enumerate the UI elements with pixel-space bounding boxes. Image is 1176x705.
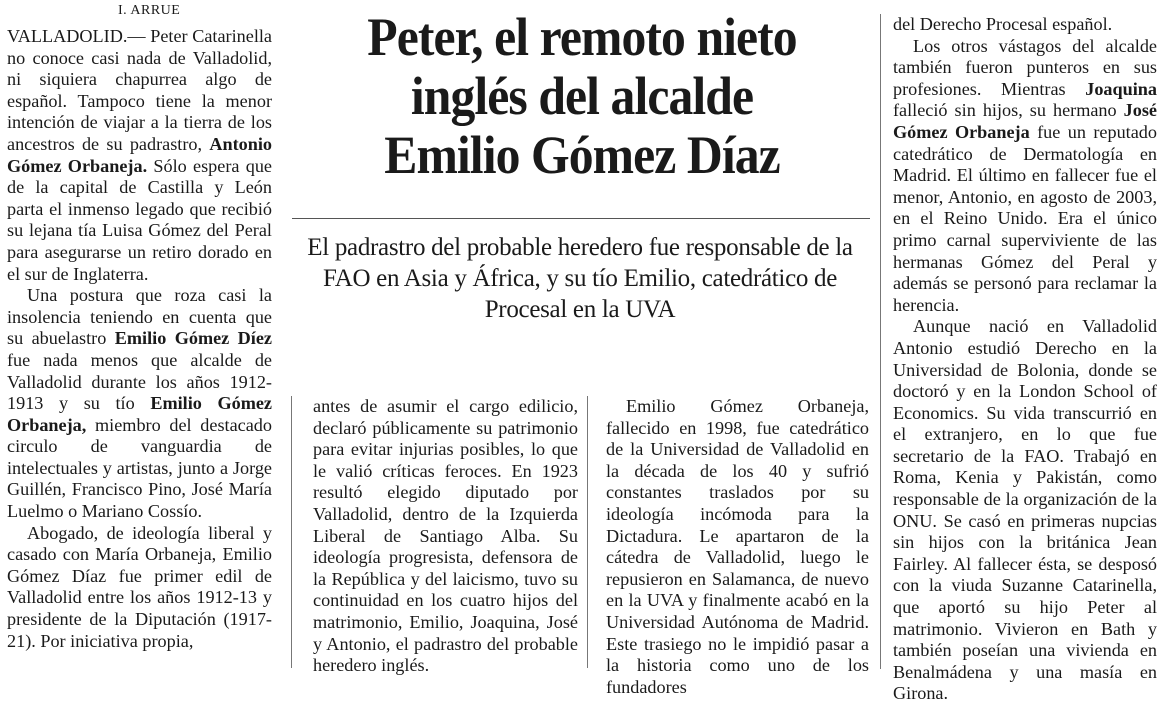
paragraph	[7, 26, 272, 285]
headline-rule	[292, 218, 870, 219]
paragraph	[7, 285, 272, 523]
headline-line-3: Emilio Gómez Díaz	[384, 125, 780, 185]
paragraph-text: miembro del destacado circulo de vanguardia de intelectuales y artistas, junto a Jorge Guillén, Francisco Pino, José María Luelmo o Mariano Cossío.	[7, 414, 272, 522]
headline-line-1: Peter, el remoto nieto	[367, 7, 797, 67]
paragraph-text: fue un reputado catedrático de Dermatología en Madrid. El último en fallecer fue el menor, Antonio, en agosto de 2003, en el Reino Unido. Era el único primo carnal superviviente de las hermanas Gómez del Peral y además se personó para reclamar la herencia.	[893, 121, 1157, 315]
person-name: Antonio Gómez Orbaneja.	[7, 133, 272, 176]
column-divider	[587, 396, 588, 668]
column-divider	[880, 14, 881, 669]
person-name: José Gómez Orbaneja	[893, 100, 1157, 142]
paragraph	[893, 36, 1157, 317]
headline-line-2: inglés del alcalde	[410, 66, 754, 126]
text-column-4	[893, 14, 1157, 705]
text-column-3	[606, 396, 869, 698]
person-name: Joaquina	[1085, 78, 1157, 99]
byline: I. ARRUE	[118, 3, 181, 18]
paragraph-text: Una postura que roza casi la insolencia teniendo en cuenta que su abuelastro	[7, 285, 272, 349]
person-name: Emilio Gómez Orbaneja,	[7, 393, 272, 435]
column-divider	[291, 396, 292, 668]
dateline: VALLADOLID.—	[7, 26, 146, 46]
paragraph-text: fue nada menos que alcalde de Valladolid durante los años 1912-1913 y su tío	[7, 349, 272, 414]
paragraph: antes de asumir el cargo edilicio, declaró públicamente su patrimonio para evitar injurias posibles, lo que le valió críticas feroces. En 1923 resultó elegido diputado por Valladolid, dentro de la Izquierda Liberal de Santiago Alba. Su ideología progresista, defensora de la República y del laicismo, tuvo su continuidad en los cuatro hijos del matrimonio, Emilio, Joaquina, José y Antonio, el padrastro del probable heredero inglés.	[313, 396, 578, 676]
paragraph: Aunque nació en Valladolid Antonio estudió Derecho en la Universidad de Bolonia, donde se doctoró y en la London School of Economics. Su vida transcurrió en el extranjero, en lo que fue secretario de la FAO. Trabajó en Roma, Kenia y Pakistán, como responsable de la organización de la ONU. Se casó en primeras nupcias sin hijos con la británica Jean Fairley. Al fallecer ésta, se desposó con la viuda Suzanne Catarinella, que aportó su hijo Peter al matrimonio. Vivieron en Bath y también poseían una vivienda en Benalmádena y una masía en Girona.	[893, 316, 1157, 704]
paragraph: Emilio Gómez Orbaneja, fallecido en 1998, fue catedrático de la Universidad de Valladolid en la década de los 40 y sufrió constantes traslados por su ideología incómoda para la Dictadura. Le apartaron de la cátedra de Valladolid, luego le repusieron en Salamanca, de nuevo en la UVA y finalmente acabó en la Universidad Autónoma de Madrid. Este trasiego no le impidió pasar a la historia como uno de los fundadores	[606, 396, 869, 697]
paragraph-text: Los otros vástagos del alcalde también fueron punteros en sus profesiones. Mientras	[893, 35, 1157, 99]
person-name: Emilio Gómez Díez	[114, 328, 272, 349]
paragraph-text: Peter Catarinella no conoce casi nada de Valladolid, ni siquiera chapurrea algo de español. Tampoco tiene la menor intención de viajar a la tierra de los ancestros de su padrastro,	[7, 26, 272, 154]
paragraph-text: Sólo espera que de la capital de Castilla y León parta el inmenso legado que recibió su lejana tía Luisa Gómez del Peral para asegurarse un retiro dorado en el sur de Inglaterra.	[7, 155, 272, 284]
paragraph-text: falleció sin hijos, su hermano	[893, 100, 1124, 121]
paragraph: del Derecho Procesal español.	[893, 14, 1113, 34]
headline	[315, 8, 849, 185]
text-column-2	[313, 396, 578, 677]
subheadline: El padrastro del probable heredero fue responsable de la FAO en Asia y África, y su tío Emilio, catedrático de Procesal en la UVA	[307, 234, 853, 323]
text-column-1	[7, 26, 272, 652]
paragraph: Abogado, de ideología liberal y casado con María Orbaneja, Emilio Gómez Díaz fue primer edil de Valladolid entre los años 1912-13 y presidente de la Diputación (1917-21). Por iniciativa propia,	[7, 522, 272, 651]
